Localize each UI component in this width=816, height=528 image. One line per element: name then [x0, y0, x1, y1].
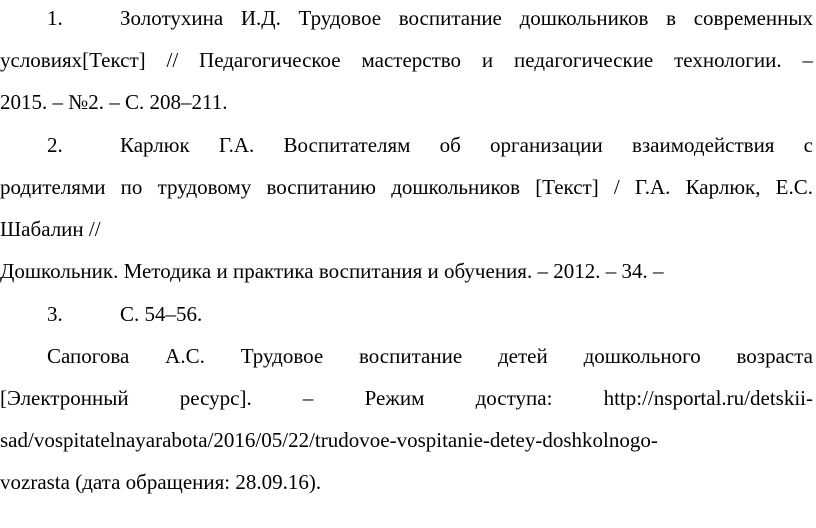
reference-2-line-1: Карлюк Г.А. Воспитателям об организации взаимодействия с	[120, 133, 813, 157]
reference-2-line-4: Дошкольник. Методика и практика воспитания и обучения. – 2012. – 34. –	[0, 259, 664, 283]
reference-2-line-3: Шабалин //	[0, 217, 101, 241]
reference-1-line-3: 2015. – №2. – С. 208–211.	[0, 90, 228, 114]
reference-number-3: 3.	[47, 302, 63, 326]
reference-3-line-4: sad/vospitatelnayarabota/2016/05/22/trudovoe-vospitanie-detey-doshkolnogo-	[0, 428, 658, 452]
reference-1-line-2: условиях[Текст] // Педагогическое мастерство и педагогические технологии. –	[0, 48, 813, 72]
reference-3-line-5: vozrasta (дата обращения: 28.09.16).	[0, 470, 322, 494]
reference-3-line-3: [Электронный ресурс]. – Режим доступа: http://nsportal.ru/detskii-	[0, 386, 813, 410]
reference-1-line-1: Золотухина И.Д. Трудовое воспитание дошкольников в современных	[120, 6, 813, 30]
reference-number-2: 2.	[47, 133, 63, 157]
reference-3-line-1: С. 54–56.	[120, 302, 203, 326]
reference-number-1: 1.	[47, 6, 63, 30]
reference-3-line-2: Сапогова А.С. Трудовое воспитание детей дошкольного возраста	[47, 344, 813, 368]
reference-2-line-2: родителями по трудовому воспитанию дошкольников [Текст] / Г.А. Карлюк, Е.С.	[0, 175, 813, 199]
